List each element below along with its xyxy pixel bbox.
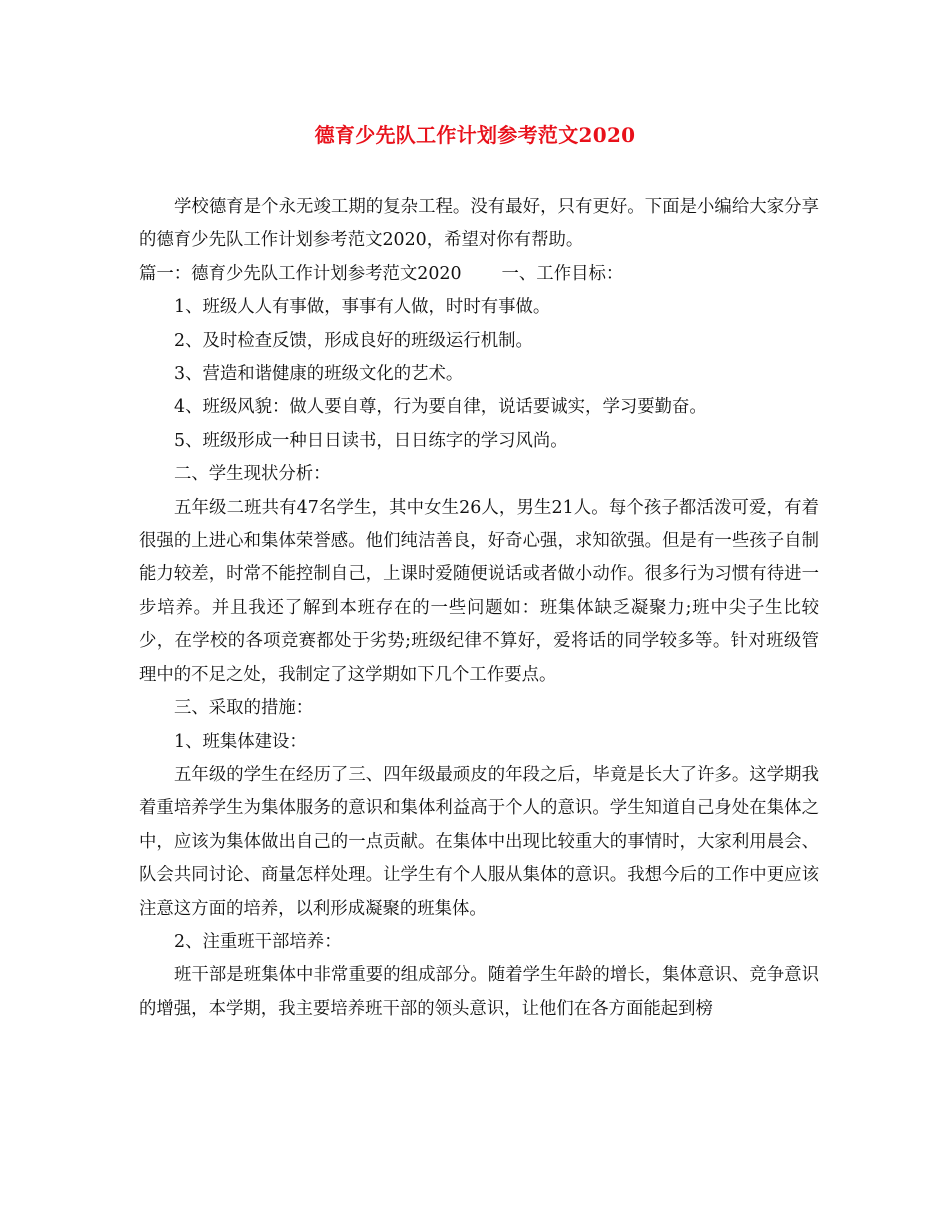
goal-item-2: 2、及时检查反馈，形成良好的班级运行机制。 [174, 330, 533, 351]
measure-2-heading: 2、注重班干部培养： [174, 931, 342, 952]
chapter-line [139, 258, 819, 291]
document-title: 德育少先队工作计划参考范文2020 [314, 123, 636, 147]
goal-item-3: 3、营造和谐健康的班级文化的艺术。 [174, 364, 464, 385]
goal-item-1: 1、班级人人有事做，事事有人做，时时有事做。 [174, 297, 551, 318]
measure-1-heading: 1、班集体建设： [174, 731, 307, 752]
measure-1-paragraph: 五年级的学生在经历了三、四年级最顽皮的年段之后，毕竟是长大了许多。这学期我着重培养学生为集体服务的意识和集体利益高于个人的意识。学生知道自己身处在集体之中，应该为集体做出自己的一点贡献。在集体中出现比较重大的事情时，大家利用晨会、队会共同讨论、商量怎样处理。让学生有个人服从集体的意识。我想今后的工作中更应该注意这方面的培养，以利形成凝聚的班集体。 [139, 764, 819, 919]
document-body [139, 191, 819, 1026]
chapter-label: 篇一：德育少先队工作计划参考范文2020 [139, 263, 462, 284]
analysis-paragraph: 五年级二班共有47名学生，其中女生26人，男生21人。每个孩子都活泼可爱，有着很强的上进心和集体荣誉感。他们纯洁善良，好奇心强，求知欲强。但是有一些孩子自制能力较差，时常不能控制自己，上课时爱随便说话或者做小动作。很多行为习惯有待进一步培养。并且我还了解到本班存在的一些问题如：班集体缺乏凝聚力;班中尖子生比较少，在学校的各项竞赛都处于劣势;班级纪律不算好，爱将话的同学较多等。针对班级管理中的不足之处，我制定了这学期如下几个工作要点。 [139, 497, 819, 685]
measure-2-paragraph: 班干部是班集体中非常重要的组成部分。随着学生年龄的增长，集体意识、竞争意识的增强，本学期，我主要培养班干部的领头意识，让他们在各方面能起到榜 [139, 965, 819, 1019]
intro-paragraph: 学校德育是个永无竣工期的复杂工程。没有最好，只有更好。下面是小编给大家分享的德育少先队工作计划参考范文2020，希望对你有帮助。 [139, 197, 819, 251]
goal-item-4: 4、班级风貌：做人要自尊，行为要自律，说话要诚实，学习要勤奋。 [174, 397, 707, 418]
goal-item-5: 5、班级形成一种日日读书，日日练字的学习风尚。 [174, 430, 568, 451]
section-heading-goals: 一、工作目标： [501, 263, 624, 284]
section-heading-analysis: 二、学生现状分析： [174, 464, 331, 485]
section-heading-measures: 三、采取的措施： [174, 698, 314, 719]
